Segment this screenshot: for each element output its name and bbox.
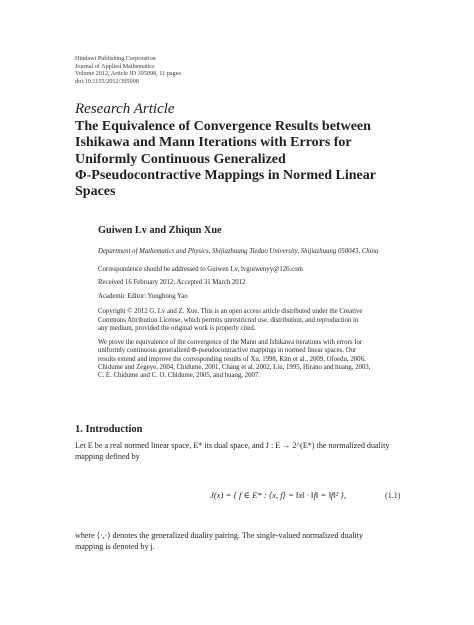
journal-name: Journal of Applied Mathematics [75, 62, 155, 70]
paragraph-line: Let E be a real normed linear space, E* its dual space, and J : E → 2^(E*) the normalized duality [75, 441, 390, 450]
paragraph-line: mapping defined by [75, 451, 140, 461]
academic-editor: Academic Editor: Yonghong Yao [98, 293, 188, 300]
received-dates: Received 16 February 2012; Accepted 31 March 2012 [98, 279, 246, 286]
title-line: Φ-Pseudocontractive Mappings in Normed Linear [75, 167, 376, 183]
copyright-notice [98, 308, 362, 334]
abstract-line: We prove the equivalence of the convergence of the Mann and Ishikawa iterations with errors for [98, 339, 363, 346]
affiliation: Department of Mathematics and Physics, Shijiazhuang Tiedao University, Shijiazhuang 050043, China [98, 248, 379, 255]
abstract-line: C. E. Chidume and C. O. Chidume, 2005, and huang, 2007. [98, 372, 260, 380]
author-list: Guiwen Lv and Zhiqun Xue [98, 225, 222, 236]
section-heading-introduction: 1. Introduction [75, 424, 143, 435]
paragraph-line: where ⟨·,·⟩ denotes the generalized duality pairing. The single-valued normalized duality [75, 531, 363, 540]
article-title [75, 119, 435, 200]
abstract-line: Chidume and Zegeye, 2004, Chidume, 2001, Chang et al. 2002, Liu, 1995, Hirano and huang, 2003, [98, 363, 371, 371]
journal-header [75, 55, 181, 85]
equation-1-1: J(x) = { f ∈ E* : ⟨x, f⟩ = ‖x‖ · ‖f‖ = ‖f‖² }, [210, 490, 347, 500]
abstract-line: uniformly continuous generalized Φ-pseudocontractive mappings in normed linear spaces. Our [98, 347, 357, 355]
equation-number: (1.1) [385, 491, 401, 500]
title-line: Ishikawa and Mann Iterations with Errors for [75, 135, 352, 151]
title-line: Uniformly Continuous Generalized [75, 151, 286, 167]
volume-info: Volume 2012, Article ID 395098, 11 pages [75, 70, 181, 78]
article-type: Research Article [75, 101, 175, 117]
publisher-name: Hindawi Publishing Corporation [75, 55, 156, 62]
abstract [98, 339, 370, 380]
title-line: Spaces [75, 184, 116, 200]
abstract-line: results extend and improve the corresponding results of Xu, 1998, Kim et al., 2009, Ofoedu, 2006, [98, 355, 366, 363]
after-equation-paragraph [75, 531, 363, 552]
doi-link[interactable]: doi:10.1155/2012/395098 [75, 77, 139, 85]
intro-paragraph [75, 441, 389, 462]
paragraph-line: mapping is denoted by j. [75, 541, 155, 551]
title-line: The Equivalence of Convergence Results between [75, 119, 371, 134]
copyright-line: Copyright © 2012 G. Lv and Z. Xue. This is an open access article distributed under the Creative [98, 308, 363, 315]
copyright-line: any medium, provided the original work is properly cited. [98, 325, 256, 333]
correspondence: Correspondence should be addressed to Guiwen Lv, lvguiwenyy@126.com [98, 266, 303, 273]
copyright-line: Commons Attribution License, which permits unrestricted use, distribution, and reproduction in [98, 316, 359, 324]
